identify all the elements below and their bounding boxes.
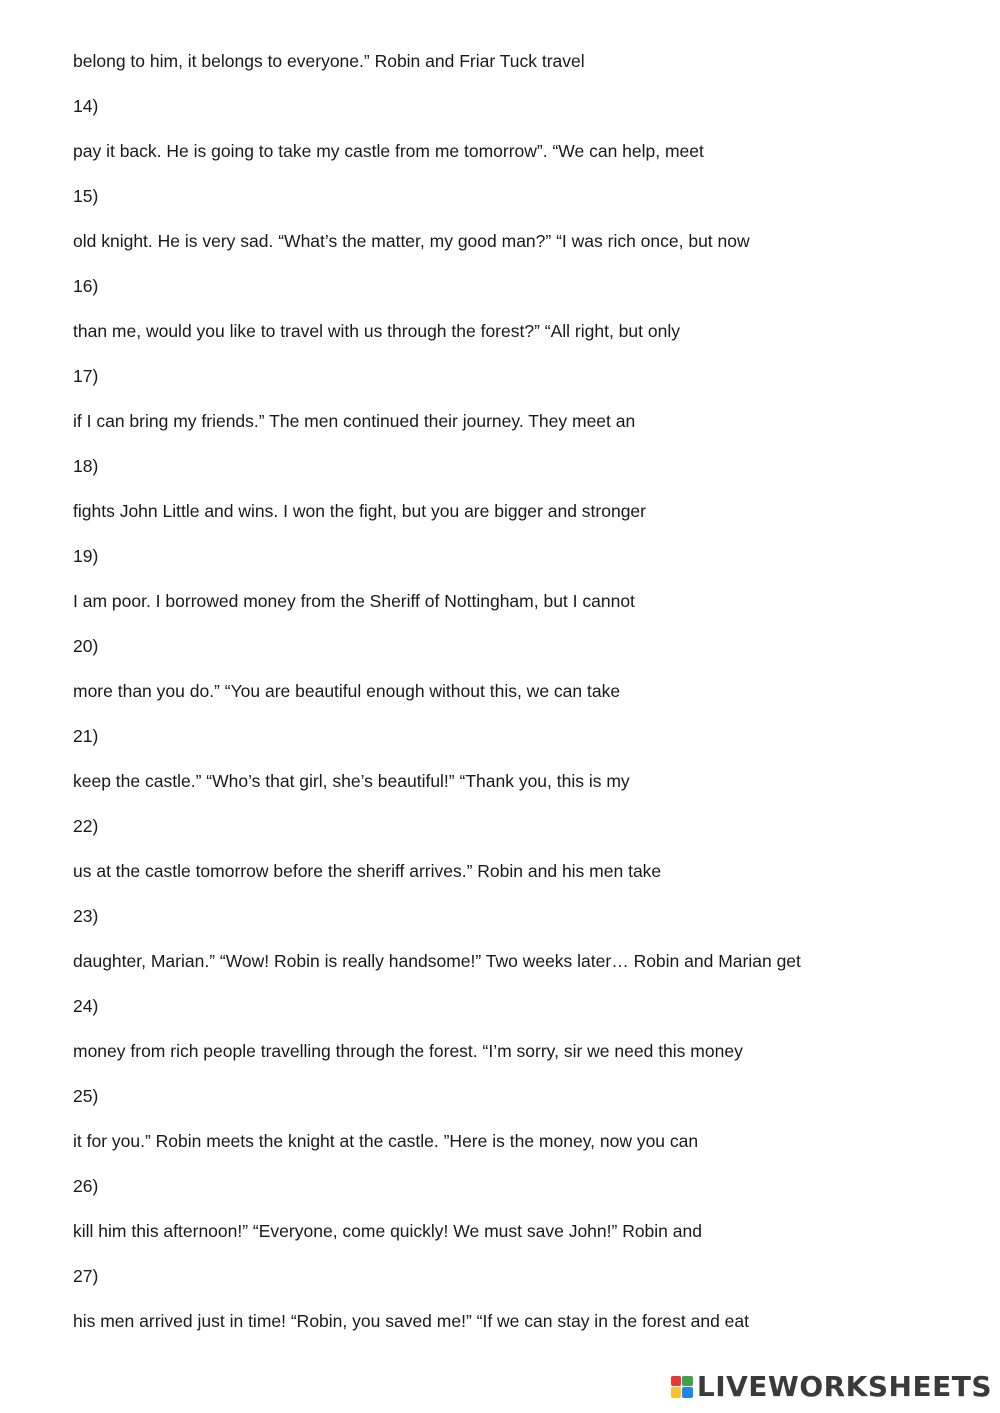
- story-fragment: pay it back. He is going to take my castle from me tomorrow”. “We can help, meet: [73, 141, 704, 161]
- item-number: 18): [73, 456, 99, 476]
- story-fragment: money from rich people travelling through the forest. “I’m sorry, sir we need this money: [73, 1041, 743, 1061]
- story-fragment: old knight. He is very sad. “What’s the matter, my good man?” “I was rich once, but now: [73, 231, 750, 251]
- story-fragment: fights John Little and wins. I won the fight, but you are bigger and stronger: [73, 501, 646, 521]
- item-number: 27): [73, 1266, 99, 1286]
- item-number: 21): [73, 726, 99, 746]
- logo-square-red: [671, 1376, 682, 1387]
- item-number: 17): [73, 366, 99, 386]
- story-fragment: belong to him, it belongs to everyone.” Robin and Friar Tuck travel: [73, 51, 585, 71]
- logo-square-green: [682, 1376, 693, 1387]
- story-fragment: than me, would you like to travel with us through the forest?” “All right, but only: [73, 321, 680, 341]
- story-fragment: keep the castle.” “Who’s that girl, she’s beautiful!” “Thank you, this is my: [73, 771, 630, 791]
- story-fragment: kill him this afternoon!” “Everyone, come quickly! We must save John!” Robin and: [73, 1221, 702, 1241]
- story-fragment: us at the castle tomorrow before the sheriff arrives.” Robin and his men take: [73, 861, 662, 881]
- worksheet-content: [73, 49, 953, 1354]
- item-number: 24): [73, 996, 99, 1016]
- liveworksheets-logo-icon: [671, 1376, 693, 1398]
- story-fragment: more than you do.” “You are beautiful enough without this, we can take: [73, 681, 621, 701]
- item-number: 25): [73, 1086, 99, 1106]
- item-number: 15): [73, 186, 99, 206]
- story-fragment: I am poor. I borrowed money from the Sheriff of Nottingham, but I cannot: [73, 591, 635, 611]
- logo-square-blue: [682, 1387, 693, 1398]
- brand-name: LIVEWORKSHEETS: [696, 1370, 992, 1403]
- story-fragment: daughter, Marian.” “Wow! Robin is really handsome!” Two weeks later… Robin and Marian get: [73, 951, 801, 971]
- logo-square-yellow: [671, 1387, 682, 1398]
- story-fragment: it for you.” Robin meets the knight at the castle. ”Here is the money, now you can: [73, 1131, 699, 1151]
- item-number: 22): [73, 816, 99, 836]
- liveworksheets-brand: [671, 1370, 992, 1403]
- item-number: 20): [73, 636, 99, 656]
- story-fragment: his men arrived just in time! “Robin, you saved me!” “If we can stay in the forest and eat: [73, 1311, 749, 1331]
- item-number: 14): [73, 96, 99, 116]
- story-fragment: if I can bring my friends.” The men continued their journey. They meet an: [73, 411, 636, 431]
- item-number: 19): [73, 546, 99, 566]
- item-number: 26): [73, 1176, 99, 1196]
- item-number: 16): [73, 276, 99, 296]
- item-number: 23): [73, 906, 99, 926]
